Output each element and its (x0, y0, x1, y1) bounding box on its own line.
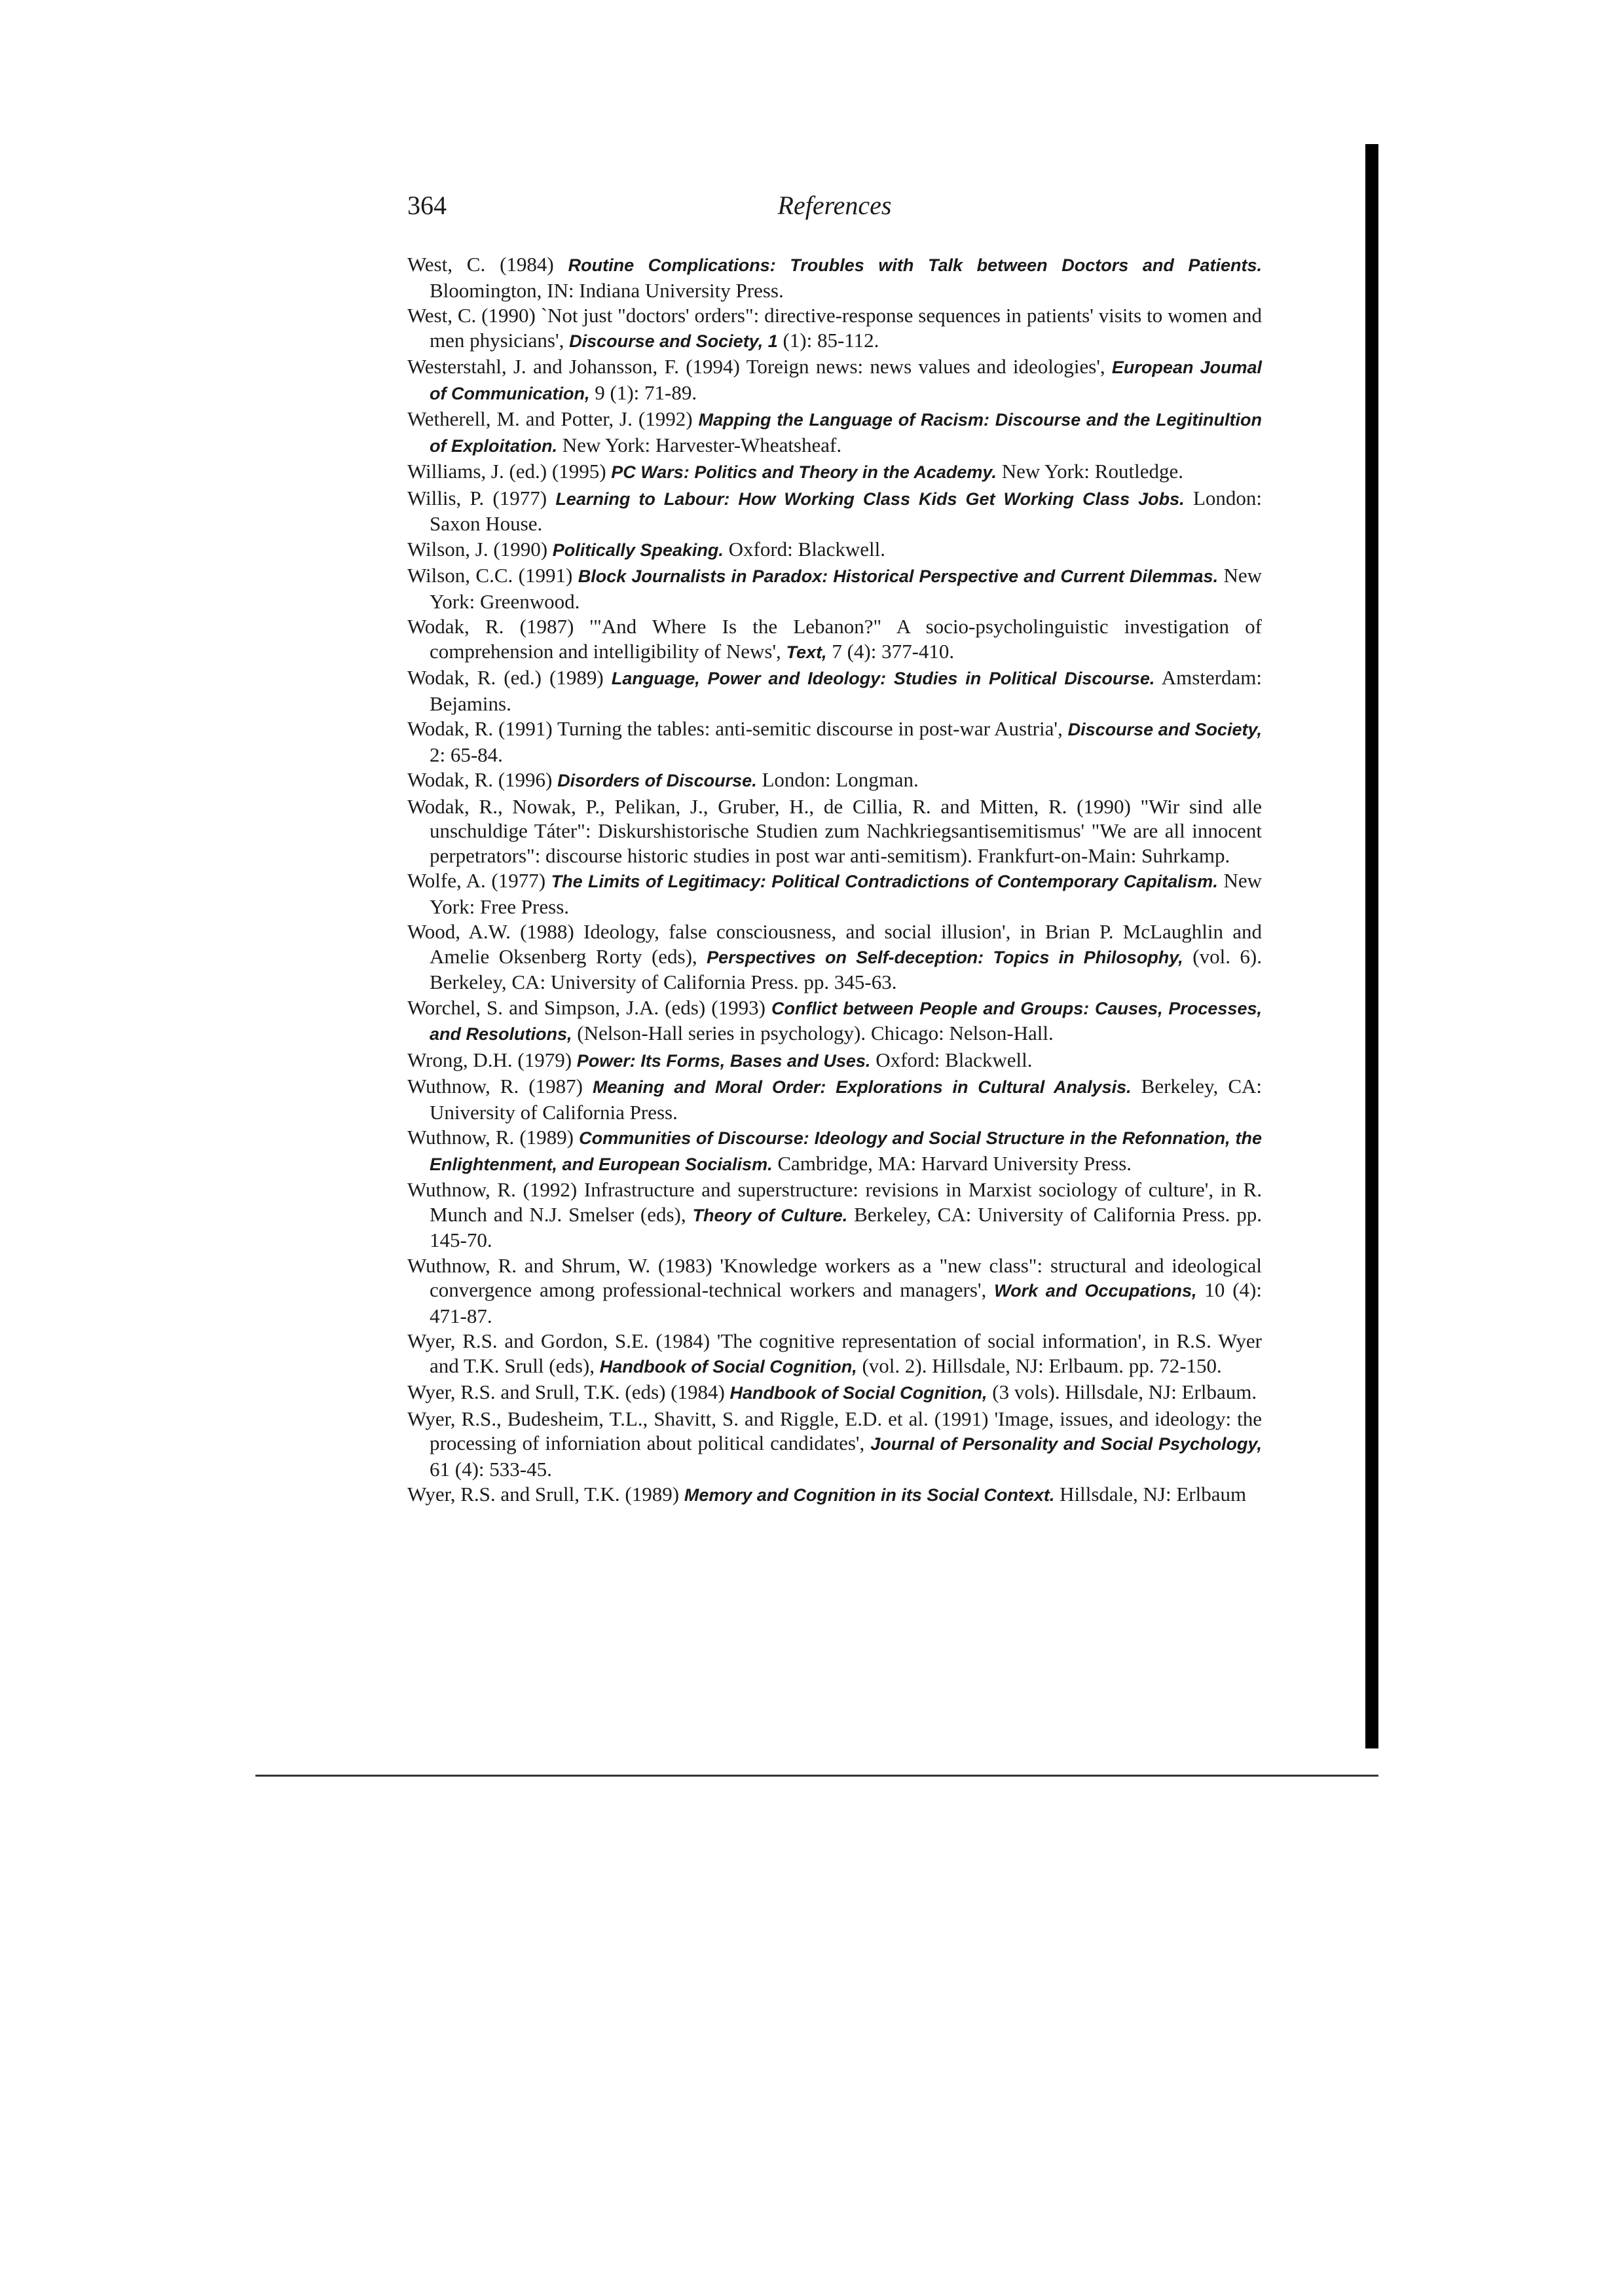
reference-text: New York: Free Press. (430, 869, 1262, 918)
reference-text: Wuthnow, R. (1992) Infrastructure and superstructure: revisions in Marxist sociology of culture', in R. Munch and N.J. Smelser (eds), (407, 1178, 1262, 1226)
reference-title: Power: Its Forms, Bases and Uses. (576, 1050, 871, 1071)
scan-edge-bar (1365, 144, 1378, 1748)
reference-title: The Limits of Legitimacy: Political Contradictions of Contemporary Capitalism. (551, 872, 1218, 891)
reference-text: Cambridge, MA: Harvard University Press. (772, 1151, 1132, 1175)
reference-text: Willis, P. (1977) (407, 486, 556, 509)
bottom-rule (255, 1775, 1378, 1777)
reference-text: Wodak, R., Nowak, P., Pelikan, J., Gruber, H., de Cillia, R. and Mitten, R. (1990) "Wir sind alle unschuldige Táter": Diskurshistorische Studien zum Nachkriegsantisemitismus' "We are all innocent perpetrators": discourse historic studies in post war anti-semitism). Frankfurt-on-Main: Suhrkamp. (407, 794, 1262, 867)
reference-entry (407, 995, 1262, 1047)
reference-text: (1): 85-112. (777, 328, 879, 352)
reference-text: Williams, J. (ed.) (1995) (407, 460, 612, 483)
reference-text: Berkeley, CA: University of California Press. pp. 145-70. (430, 1202, 1262, 1251)
reference-title: Discourse and Society, 1 (569, 331, 778, 351)
reference-entry (407, 407, 1262, 458)
reference-entry (407, 1177, 1262, 1253)
reference-title: Theory of Culture. (692, 1205, 848, 1225)
reference-text: Oxford: Blackwell. (870, 1048, 1033, 1071)
reference-text: Wyer, R.S., Budesheim, T.L., Shavitt, S. and Riggle, E.D. et al. (1991) 'Image, issues, and ideology: the processing of inforniation about political candidates', (407, 1407, 1262, 1454)
reference-text: (Nelson-Hall series in psychology). Chicago: Nelson-Hall. (572, 1022, 1054, 1044)
reference-entry (407, 1407, 1262, 1482)
reference-entry (407, 716, 1262, 767)
reference-text: Wrong, D.H. (1979) (407, 1048, 577, 1071)
reference-text: Westerstahl, J. and Johansson, F. (1994) Toreign news: news values and ideologies', (407, 355, 1112, 378)
reference-text: (vol. 2). Hillsdale, NJ: Erlbaum. pp. 72-150. (857, 1354, 1222, 1377)
reference-entry (407, 459, 1262, 485)
reference-text: Wyer, R.S. and Srull, T.K. (eds) (1984) (407, 1380, 730, 1403)
reference-entry (407, 1125, 1262, 1177)
reference-title: Routine Complications: Troubles with Talk between Doctors and Patients. (568, 255, 1262, 275)
reference-text: London: Longman. (756, 768, 919, 791)
reference-text: 61 (4): 533-45. (430, 1457, 552, 1481)
reference-entry (407, 252, 1262, 303)
reference-text: Wyer, R.S. and Gordon, S.E. (1984) 'The cognitive representation of social information', in R.S. Wyer and T.K. Srull (eds), (407, 1329, 1262, 1377)
reference-entry (407, 794, 1262, 868)
reference-text: Berkeley, CA: University of California Press. (430, 1075, 1262, 1124)
reference-title: Work and Occupations, (994, 1281, 1197, 1301)
reference-entry (407, 563, 1262, 614)
reference-list (407, 252, 1262, 1508)
reference-text: Wodak, R. (ed.) (1989) (407, 666, 612, 689)
reference-text: Wodak, R. (1987) '"And Where Is the Lebanon?" A socio-psycholinguistic investigation of comprehension and intelligibility of News', (407, 615, 1262, 663)
reference-title: Learning to Labour: How Working Class Kids Get Working Class Jobs. (555, 489, 1185, 509)
reference-title: Politically Speaking. (552, 540, 724, 560)
reference-title: Mapping the Language of Racism: Discourse and the Legitinultion of Exploitation. (430, 410, 1262, 456)
reference-entry (407, 614, 1262, 665)
reference-title: Disorders of Discourse. (557, 771, 757, 790)
reference-entry (407, 868, 1262, 919)
reference-text: Wilson, J. (1990) (407, 537, 553, 561)
reference-entry (407, 1482, 1262, 1508)
reference-text: London: Saxon House. (430, 486, 1262, 535)
running-head: References (777, 191, 892, 220)
reference-title: Handbook of Social Cognition, (599, 1356, 857, 1377)
page-number: 364 (407, 191, 447, 220)
reference-entry (407, 1380, 1262, 1406)
reference-text: Amsterdam: Bejamins. (430, 666, 1262, 715)
reference-text: Bloomington, IN: Indiana University Press. (430, 278, 784, 302)
reference-text: New York: Greenwood. (430, 564, 1262, 613)
reference-text: Oxford: Blackwell. (723, 537, 885, 561)
reference-text: 2: 65-84. (430, 743, 503, 766)
reference-title: Meaning and Moral Order: Explorations in Cultural Analysis. (592, 1077, 1132, 1097)
reference-text: West, C. (1984) (407, 253, 568, 276)
reference-text: 7 (4): 377-410. (826, 639, 955, 663)
reference-title: Discourse and Society, (1067, 720, 1263, 739)
reference-entry (407, 1253, 1262, 1329)
reference-title: Block Journalists in Paradox: Historical Perspective and Current Dilemmas. (578, 566, 1219, 586)
reference-text: New York: Harvester-Wheatsheaf. (557, 433, 842, 456)
reference-text: (3 vols). Hillsdale, NJ: Erlbaum. (987, 1380, 1257, 1403)
reference-entry (407, 1048, 1262, 1074)
reference-text: (vol. 6). Berkeley, CA: University of California Press. pp. 345-63. (430, 944, 1262, 993)
reference-entry (407, 1329, 1262, 1379)
reference-entry (407, 486, 1262, 536)
reference-title: PC Wars: Politics and Theory in the Academy. (611, 462, 997, 482)
reference-title: Text, (786, 642, 827, 662)
reference-text: Wilson, C.C. (1991) (407, 564, 578, 587)
reference-text: Wood, A.W. (1988) Ideology, false consciousness, and social illusion', in Brian P. McLaughlin and Amelie Oksenberg Rorty (eds), (407, 920, 1262, 968)
reference-entry (407, 919, 1262, 995)
reference-entry (407, 303, 1262, 354)
reference-text: New York: Routledge. (996, 460, 1183, 483)
reference-text: 9 (1): 71-89. (589, 380, 697, 404)
reference-title: Handbook of Social Cognition, (729, 1383, 987, 1403)
reference-text: Wodak, R. (1991) Turning the tables: anti-semitic discourse in post-war Austria', (407, 717, 1068, 740)
reference-title: Perspectives on Self-deception: Topics in Philosophy, (707, 947, 1183, 967)
page-header (407, 190, 1262, 229)
reference-title: Language, Power and Ideology: Studies in Political Discourse. (611, 669, 1155, 688)
reference-text: Wolfe, A. (1977) (407, 869, 551, 892)
reference-title: European Joumal of Communication, (430, 358, 1262, 403)
reference-entry (407, 1074, 1262, 1124)
reference-text: 10 (4): 471-87. (430, 1278, 1262, 1327)
reference-entry (407, 767, 1262, 794)
reference-text: Wuthnow, R. (1989) (407, 1126, 580, 1149)
reference-title: Conflict between People and Groups: Causes, Processes, and Resolutions, (430, 998, 1262, 1044)
reference-text: Wyer, R.S. and Srull, T.K. (1989) (407, 1483, 684, 1506)
reference-entry (407, 665, 1262, 716)
reference-entry (407, 537, 1262, 563)
reference-text: Wuthnow, R. (1987) (407, 1075, 593, 1098)
reference-text: Wodak, R. (1996) (407, 768, 558, 791)
reference-title: Communities of Discourse: Ideology and Social Structure in the Refonnation, the Enlightenment, and European Socialism. (430, 1128, 1263, 1174)
reference-text: Worchel, S. and Simpson, J.A. (eds) (1993) (407, 995, 771, 1019)
reference-text: Hillsdale, NJ: Erlbaum (1054, 1483, 1247, 1506)
reference-text: West, C. (1990) `Not just "doctors' orders": directive-response sequences in patients' visits to women and men physicians', (407, 304, 1262, 352)
reference-text: Wuthnow, R. and Shrum, W. (1983) 'Knowledge workers as a "new class": structural and ideological convergence among professional-technical workers and managers', (407, 1253, 1262, 1301)
reference-text: Wetherell, M. and Potter, J. (1992) (407, 407, 699, 430)
reference-title: Memory and Cognition in its Social Context. (684, 1485, 1055, 1505)
reference-entry (407, 354, 1262, 406)
reference-title: Journal of Personality and Social Psychology, (870, 1434, 1262, 1454)
